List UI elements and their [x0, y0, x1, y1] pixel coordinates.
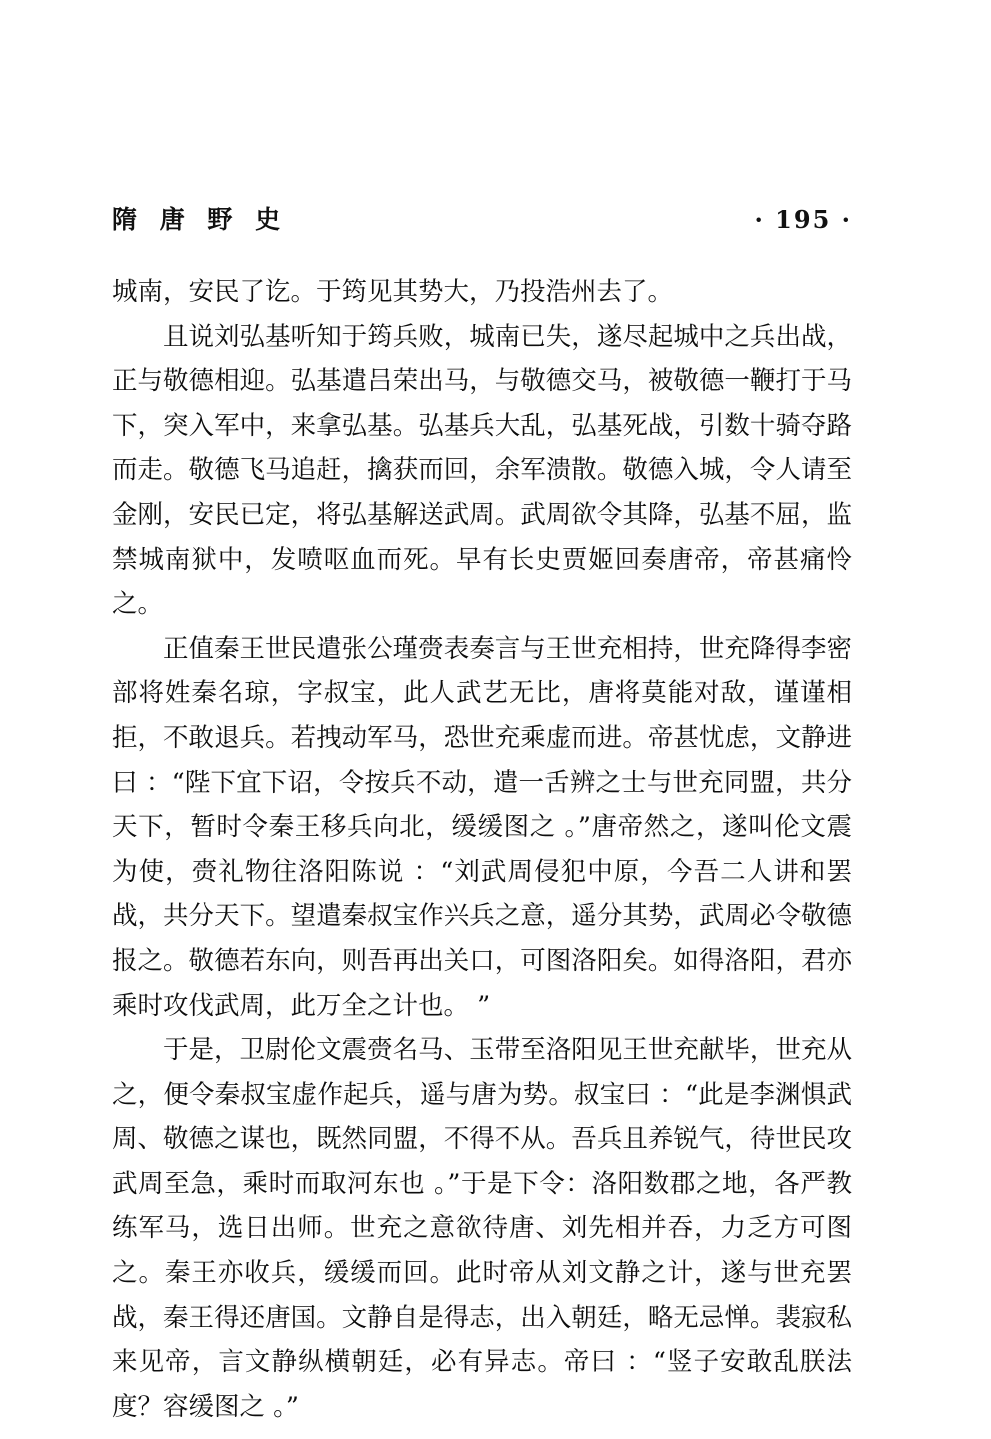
- body-text: [112, 270, 852, 1429]
- paragraph: 正值秦王世民遣张公瑾赍表奏言与王世充相持，世充降得李密部将姓秦名琼，字叔宝，此人武艺无比，唐将莫能对敌，谨谨相拒，不敢退兵。若拽动军马，恐世充乘虚而进。帝甚忧虑，文静进曰 ：“陛下宜下诏，令按兵不动，遣一舌辨之士与世充同盟，共分天下，暂时令秦王移兵向北，缓缓图之 。”唐帝然之，遂叫伦文震为使，赍礼物往洛阳陈说 ：“刘武周侵犯中原，今吾二人讲和罢战，共分天下。望遣秦叔宝作兴兵之意，遥分其势，武周必令敬德报之。敬德若东向，则吾再出关口，可图洛阳矣。如得洛阳，君亦乘时攻伐武周，此万全之计也。 ”: [112, 633, 852, 1021]
- paragraph: 且说刘弘基听知于筠兵败，城南已失，遂尽起城中之兵出战，正与敬德相迎。弘基遣吕荣出马，与敬德交马，被敬德一鞭打于马下，突入军中，来拿弘基。弘基兵大乱，弘基死战，引数十骑夺路而走。敬德飞马追赶，擒获而回，余军溃散。敬德入城，令人请至金刚，安民已定，将弘基解送武周。武周欲令其降，弘基不屈，监禁城南狱中，发喷呕血而死。早有长史贾姬回奏唐帝，帝甚痛怜之。: [112, 321, 852, 620]
- paragraph: 于是，卫尉伦文震赍名马、玉带至洛阳见王世充献毕，世充从之，便令秦叔宝虚作起兵，遥与唐为势。叔宝曰 ：“此是李渊惧武周、敬德之谋也，既然同盟，不得不从。吾兵且养锐气，待世民攻武周至急，乘时而取河东也 。”于是下令：洛阳数郡之地，各严教练军马，选日出师。世充之意欲待唐、刘先相并吞，力乏方可图之。秦王亦收兵，缓缓而回。此时帝从刘文静之计，遂与世充罢战，秦王得还唐国。文静自是得志，出入朝廷，略无忌惮。裴寂私来见帝，言文静纵横朝廷，必有异志。帝曰 ：“竖子安敢乱朕法度？容缓图之 。”: [112, 1035, 852, 1422]
- page-number: · 195 ·: [754, 205, 852, 234]
- page-content-area: [112, 200, 852, 1429]
- page-header: [112, 200, 852, 236]
- book-title: 隋 唐 野 史: [112, 205, 288, 234]
- paragraph: 城南，安民了讫。于筠见其势大，乃投浩州去了。: [112, 277, 674, 307]
